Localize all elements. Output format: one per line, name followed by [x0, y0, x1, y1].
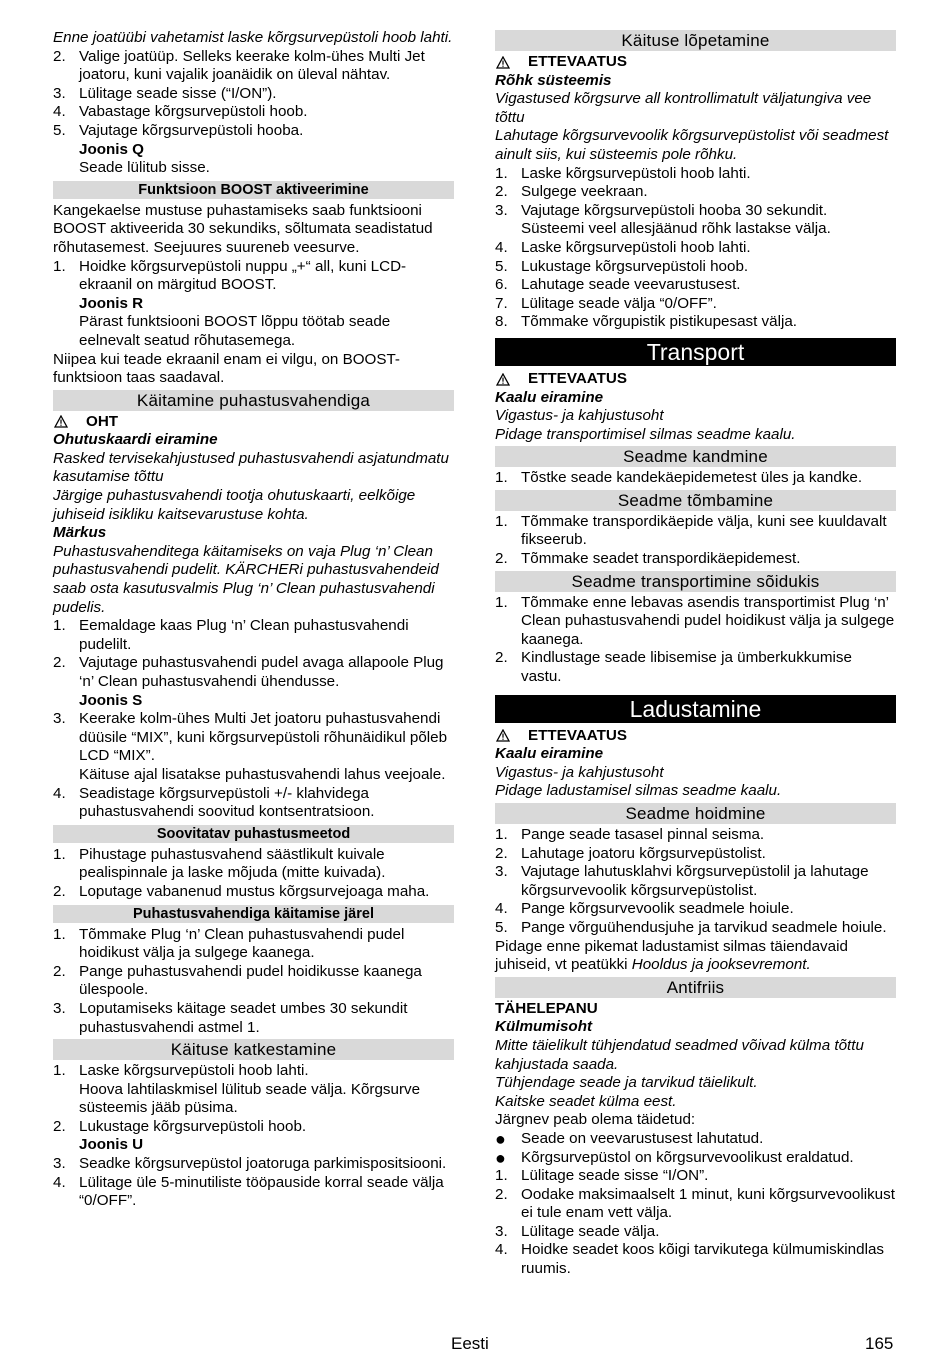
list-item-text: Kindlustage seade libisemise ja ümberkukkumise vastu.	[521, 649, 852, 686]
list-item-number: 1.	[495, 469, 508, 487]
bullet-dot-icon: ●	[495, 1147, 506, 1168]
danger-label-text: OHT	[86, 412, 119, 430]
frost-sub: Külmumisoht	[495, 1018, 593, 1036]
int-step1-note: Hoova lahtilaskmisel lülitub seade välja. Kõrgsurve süsteemis jääb püsima.	[79, 1080, 421, 1117]
storage-action: Pidage ladustamisel silmas seadme kaalu.	[495, 782, 782, 800]
transport-weight-text: Vigastus- ja kahjustusoht	[495, 407, 664, 425]
intro-text: Enne joatüübi vahetamist laske kõrgsurvepüstoli hoob lahti.	[53, 29, 453, 46]
list-item-number: 1.	[53, 617, 66, 635]
list-item-number: 2.	[495, 649, 508, 667]
list-item-text: Lukustage kõrgsurvepüstoli hoob.	[521, 257, 749, 275]
frost-action2: Kaitske seadet külma eest.	[495, 1092, 677, 1110]
pull-heading: Seadme tõmbamine	[495, 490, 896, 511]
list-item-text: Tõstke seade kandekäepidemetest üles ja kandke.	[521, 469, 863, 487]
list-item-number: 2.	[495, 844, 508, 862]
list-item-number: 5.	[495, 918, 508, 936]
list-item	[495, 845, 896, 864]
list-item	[495, 826, 896, 845]
list-item-text: Hoidke seadet koos kõigi tarvikutega külmumiskindlas ruumis.	[521, 1241, 884, 1278]
list-item-text: Lülitage seade sisse (“I/ON”).	[79, 84, 277, 102]
list-item-text: Hoidke kõrgsurvepüstoli nuppu „+“ all, kuni LCD-ekraanil on märgitud BOOST.	[79, 257, 407, 294]
list-item-text: Tõmmake võrgupistik pistikupesast välja.	[521, 313, 798, 331]
list-item-number: 2.	[495, 1185, 508, 1203]
list-item-number: 8.	[495, 313, 508, 331]
bullet-dot-icon: ●	[495, 1128, 506, 1149]
list-item-text: Pange kõrgsurvevoolik seadmele hoiule.	[521, 900, 794, 918]
list-item-text: Oodake maksimaalselt 1 minut, kuni kõrgsurvevoolikust ei tule enam vett välja.	[521, 1185, 895, 1222]
list-item-number: 4.	[495, 900, 508, 918]
list-item-text: Lahutage seade veevarustusest.	[521, 276, 741, 294]
end-action: Lahutage kõrgsurvevoolik kõrgsurvepüstolist või seadmest ainult siis, kui süsteemis pole rõhku.	[495, 127, 889, 163]
figure-r: Joonis R	[79, 294, 144, 312]
list-item-number: 1.	[495, 164, 508, 182]
list-item	[53, 103, 454, 122]
list-item-text: Lülitage üle 5-minutiliste tööpauside korral seade välja “0/OFF”.	[79, 1173, 444, 1210]
list-item	[495, 594, 896, 650]
page-number: 165	[865, 1334, 894, 1353]
transport-action: Pidage transportimisel silmas seadme kaalu.	[495, 425, 796, 443]
list-item	[53, 1174, 454, 1211]
list-item	[53, 883, 454, 902]
list-item	[53, 85, 454, 104]
end-text: Vigastused kõrgsurve all kontrollimatult väljatungiva vee tõttu	[495, 90, 872, 126]
bullet-item-text: Seade on veevarustusest lahutatud.	[521, 1129, 764, 1147]
keep-after	[495, 938, 896, 975]
list-item-text: Vajutage kõrgsurvepüstoli hooba 30 sekundit.	[521, 201, 828, 219]
list-item-number: 3.	[53, 710, 66, 728]
right-column	[495, 29, 896, 1279]
transport-heading: Transport	[495, 338, 896, 366]
list-item-text: Lülitage seade sisse “I/ON”.	[521, 1167, 709, 1185]
method-steps	[53, 846, 454, 902]
int-step1	[53, 1062, 454, 1081]
list-item-number: 4.	[495, 238, 508, 256]
list-item	[53, 617, 454, 654]
bullet-item	[495, 1149, 896, 1168]
figure-u: Joonis U	[79, 1136, 144, 1154]
method-heading: Soovitatav puhastusmeetod	[53, 825, 454, 843]
list-item	[495, 919, 896, 938]
list-item-text: Tõmmake Plug ‘n’ Clean puhastusvahendi pudel hoidikust välja ja sulgege kaanega.	[79, 925, 405, 962]
list-item-number: 4.	[53, 103, 66, 121]
boost-note: Pärast funktsiooni BOOST lõppu töötab seade eelnevalt seatud rõhutasemega.	[79, 313, 391, 349]
frost-bullets	[495, 1130, 896, 1167]
keep-after-ref[interactable]: Hooldus ja jooksevremont.	[631, 956, 811, 974]
list-item-number: 7.	[495, 294, 508, 312]
vehicle-heading: Seadme transportimine sõidukis	[495, 571, 896, 592]
frost-pre: Järgnev peab olema täidetud:	[495, 1111, 696, 1129]
list-item	[495, 513, 896, 550]
list-item	[495, 258, 896, 277]
list-item-number: 5.	[53, 121, 66, 139]
list-item	[53, 1000, 454, 1037]
list-item-text: Vabastage kõrgsurvepüstoli hoob.	[79, 103, 308, 121]
footer-language: Eesti	[451, 1334, 489, 1353]
list-item-number: 1.	[495, 1167, 508, 1185]
list-item-number: 3.	[495, 201, 508, 219]
list-item	[495, 313, 896, 332]
list-item-number: 1.	[495, 826, 508, 843]
keep-heading: Seadme hoidmine	[495, 803, 896, 824]
storage-weight-sub: Kaalu eiramine	[495, 745, 604, 763]
detergent-heading: Käitamine puhastusvahendiga	[53, 390, 454, 411]
list-item-text: Tõmmake enne lebavas asendis transportimist Plug ‘n’ Clean puhastusvahendi pudel hoidikust välja ja sulgege kaanega.	[521, 593, 895, 648]
list-item	[53, 963, 454, 1000]
list-item-number: 1.	[53, 1062, 66, 1080]
list-item	[53, 1155, 454, 1174]
det-steps-1	[53, 617, 454, 691]
list-item-text: Lukustage kõrgsurvepüstoli hoob.	[79, 1117, 307, 1135]
list-item	[495, 202, 896, 221]
after-steps	[53, 926, 454, 1038]
list-item-number: 2.	[53, 1117, 66, 1135]
end-heading: Käituse lõpetamine	[495, 30, 896, 51]
caution-label-text: ETTEVAATUS	[528, 53, 627, 70]
note-label: Märkus	[53, 524, 107, 542]
notice-label: TÄHELEPANU	[495, 999, 598, 1017]
list-item-text: Pange võrguühendusjuhe ja tarvikud seadmele hoiule.	[521, 918, 887, 936]
list-item-text: Pange puhastusvahendi pudel hoidikusse kaanega ülespoole.	[79, 962, 422, 999]
interrupt-heading: Käituse katkestamine	[53, 1039, 454, 1060]
list-item-number: 4.	[53, 1173, 66, 1191]
list-item-number: 4.	[495, 1241, 508, 1259]
list-item	[495, 469, 896, 488]
list-item	[495, 1241, 896, 1278]
list-item-text: Lülitage seade välja.	[521, 1222, 660, 1240]
end-steps-b	[495, 239, 896, 332]
list-item-number: 4.	[53, 784, 66, 802]
list-item-number: 5.	[495, 257, 508, 275]
list-item-text: Laske kõrgsurvepüstoli hoob lahti.	[521, 238, 751, 256]
warning-triangle-icon	[496, 729, 510, 742]
list-item	[495, 1186, 896, 1223]
list-item-text: Laske kõrgsurvepüstoli hoob lahti.	[79, 1062, 309, 1080]
list-item	[53, 654, 454, 691]
keep-steps	[495, 826, 896, 938]
vehicle-steps	[495, 594, 896, 687]
left-column	[53, 29, 454, 1211]
list-item-number: 2.	[53, 882, 66, 900]
list-item	[495, 276, 896, 295]
list-item-number: 3.	[495, 863, 508, 881]
transport-weight-sub: Kaalu eiramine	[495, 388, 604, 406]
list-item-text: Loputamiseks käitage seadet umbes 30 sekundit puhastusvahendi astmel 1.	[79, 999, 408, 1036]
list-item-number: 2.	[495, 183, 508, 201]
list-item-number: 3.	[495, 1222, 508, 1240]
warning-triangle-icon	[54, 415, 68, 428]
figure-s: Joonis S	[79, 691, 143, 709]
list-item-number: 1.	[53, 257, 66, 275]
figure-q: Joonis Q	[79, 140, 144, 158]
list-item	[495, 295, 896, 314]
list-item-text: Vajutage lahutusklahvi kõrgsurvepüstolil ja lahutage kõrgsurvevoolik kõrgsurvepüstolist.	[521, 863, 869, 899]
det-step3-note: Käituse ajal lisatakse puhastusvahendi lahus veejoale.	[79, 765, 446, 783]
list-item-number: 1.	[495, 512, 508, 530]
storage-heading: Ladustamine	[495, 695, 896, 723]
frost-steps	[495, 1167, 896, 1279]
danger-action: Järgige puhastusvahendi tootja ohutuskaarti, eelkõige juhiseid isikliku kaitsevarustuse kohta.	[53, 487, 416, 523]
list-item-number: 1.	[53, 925, 66, 943]
end-sub: Rõhk süsteemis	[495, 71, 612, 89]
list-item	[495, 239, 896, 258]
storage-caution-label	[495, 727, 896, 746]
det-step4	[53, 785, 454, 822]
list-item-text: Valige joatüüp. Selleks keerake kolm-ühes Multi Jet joatoru, kuni vajalik joanäidik on üleval nähtav.	[79, 47, 425, 84]
list-item-number: 1.	[495, 593, 508, 611]
danger-sub: Ohutuskaardi eiramine	[53, 431, 218, 449]
list-item-text: Vajutage puhastusvahendi pudel avaga allapoole Plug ‘n’ Clean puhastusvahendi ühendusse.	[79, 654, 444, 690]
transport-caution-label	[495, 370, 896, 389]
list-item-number: 2.	[53, 47, 66, 65]
list-item	[495, 165, 896, 184]
frost-action1: Tühjendage seade ja tarvikud täielikult.	[495, 1074, 758, 1092]
storage-caution-text: ETTEVAATUS	[528, 726, 627, 744]
list-item-text: Loputage vabanenud mustus kõrgsurvejoaga maha.	[79, 882, 430, 900]
list-item-number: 2.	[53, 962, 66, 980]
boost-heading: Funktsioon BOOST aktiveerimine	[53, 181, 454, 199]
boost-text: Kangekaelse mustuse puhastamiseks saab funktsiooni BOOST aktiveerida 30 sekundiks, sõltumata seadistatud rõhutasemest. Seejuures suureneb veesurve.	[53, 201, 433, 256]
list-item-text: Eemaldage kaas Plug ‘n’ Clean puhastusvahendi pudelilt.	[79, 617, 409, 653]
transport-caution-text: ETTEVAATUS	[528, 369, 627, 387]
list-item-text: Tõmmake seadet transpordikäepidemest.	[521, 550, 801, 568]
list-item	[53, 48, 454, 85]
list-item-text: Keerake kolm-ühes Multi Jet joatoru puhastusvahendi düüsile “MIX”, kuni kõrgsurvepüstoli rõhunäidikul põleb LCD “MIX”.	[79, 710, 448, 765]
list-item	[495, 900, 896, 919]
storage-weight-text: Vigastus- ja kahjustusoht	[495, 763, 664, 781]
list-item	[53, 846, 454, 883]
list-item-text: Pange seade tasasel pinnal seisma.	[521, 826, 765, 843]
bullet-item-text: Kõrgsurvepüstol on kõrgsurvevoolikust eraldatud.	[521, 1148, 854, 1166]
steps-a	[53, 48, 454, 141]
carry-step	[495, 469, 896, 488]
note-text: Puhastusvahenditega käitamiseks on vaja Plug ‘n’ Clean puhastusvahendi pudelit. KÄRCHERi puhastusvahendeid saab osta kasutusvalmis Plug ‘n’ Clean puhastusvahendi pudelis.	[53, 542, 439, 616]
pull-steps	[495, 513, 896, 569]
int-steps-b	[53, 1155, 454, 1211]
list-item-text: Seadke kõrgsurvepüstol joatoruga parkimispositsiooni.	[79, 1155, 447, 1173]
list-item	[53, 785, 454, 822]
list-item	[53, 258, 454, 295]
list-item-text: Vajutage kõrgsurvepüstoli hooba.	[79, 121, 304, 139]
list-item-number: 3.	[53, 84, 66, 102]
list-item-text: Pihustage puhastusvahend säästlikult kuivale pealispinnale ja laske mõjuda (mitte kuivada).	[79, 845, 386, 882]
danger-label	[53, 413, 454, 432]
list-item	[53, 926, 454, 963]
list-item-number: 2.	[495, 550, 508, 568]
list-item	[495, 863, 896, 900]
list-item	[53, 1118, 454, 1137]
keep-after-text: Pidage enne pikemat ladustamist silmas täiendavaid juhiseid, vt peatükki	[495, 937, 848, 974]
frost-text: Mitte täielikult tühjendatud seadmed võivad külma tõttu kahjustada saada.	[495, 1036, 864, 1073]
list-item-text: Tõmmake transpordikäepide välja, kuni see kuuldavalt fikseerub.	[521, 512, 887, 549]
int-step2	[53, 1118, 454, 1137]
warning-triangle-icon	[496, 373, 510, 386]
frost-heading: Antifriis	[495, 977, 896, 998]
list-item	[495, 550, 896, 569]
caution-label	[495, 53, 896, 72]
list-item	[495, 649, 896, 686]
list-item-text: Lahutage joatoru kõrgsurvepüstolist.	[521, 844, 766, 862]
list-item-text: Sulgege veekraan.	[521, 183, 648, 201]
after-heading: Puhastusvahendiga käitamise järel	[53, 905, 454, 923]
list-item	[495, 1167, 896, 1186]
boost-after: Niipea kui teade ekraanil enam ei vilgu, on BOOST-funktsioon taas saadaval.	[53, 350, 400, 387]
danger-text: Rasked tervisekahjustused puhastusvahendi asjatundmatu kasutamise tõttu	[53, 449, 449, 486]
list-item	[53, 1062, 454, 1081]
warning-triangle-icon	[496, 56, 510, 69]
list-item-number: 2.	[53, 654, 66, 672]
carry-heading: Seadme kandmine	[495, 446, 896, 467]
list-item	[53, 122, 454, 141]
list-item-text: Lülitage seade välja “0/OFF”.	[521, 294, 717, 312]
list-item-text: Seadistage kõrgsurvepüstoli +/- klahvidega puhastusvahendi soovitud kontsentratsioon.	[79, 784, 375, 821]
list-item	[53, 710, 454, 766]
list-item	[495, 1223, 896, 1242]
list-item-number: 3.	[53, 1155, 66, 1173]
step5-note: Seade lülitub sisse.	[79, 159, 210, 177]
list-item	[495, 183, 896, 202]
list-item-text: Laske kõrgsurvepüstoli hoob lahti.	[521, 164, 751, 182]
list-item-number: 3.	[53, 999, 66, 1017]
boost-step	[53, 258, 454, 295]
bullet-item	[495, 1130, 896, 1149]
list-item-number: 6.	[495, 276, 508, 294]
list-item-number: 1.	[53, 845, 66, 863]
end-steps-a	[495, 165, 896, 221]
det-step3	[53, 710, 454, 766]
end-step3-note: Süsteemi veel allesjäänud rõhk lastakse välja.	[521, 220, 831, 238]
